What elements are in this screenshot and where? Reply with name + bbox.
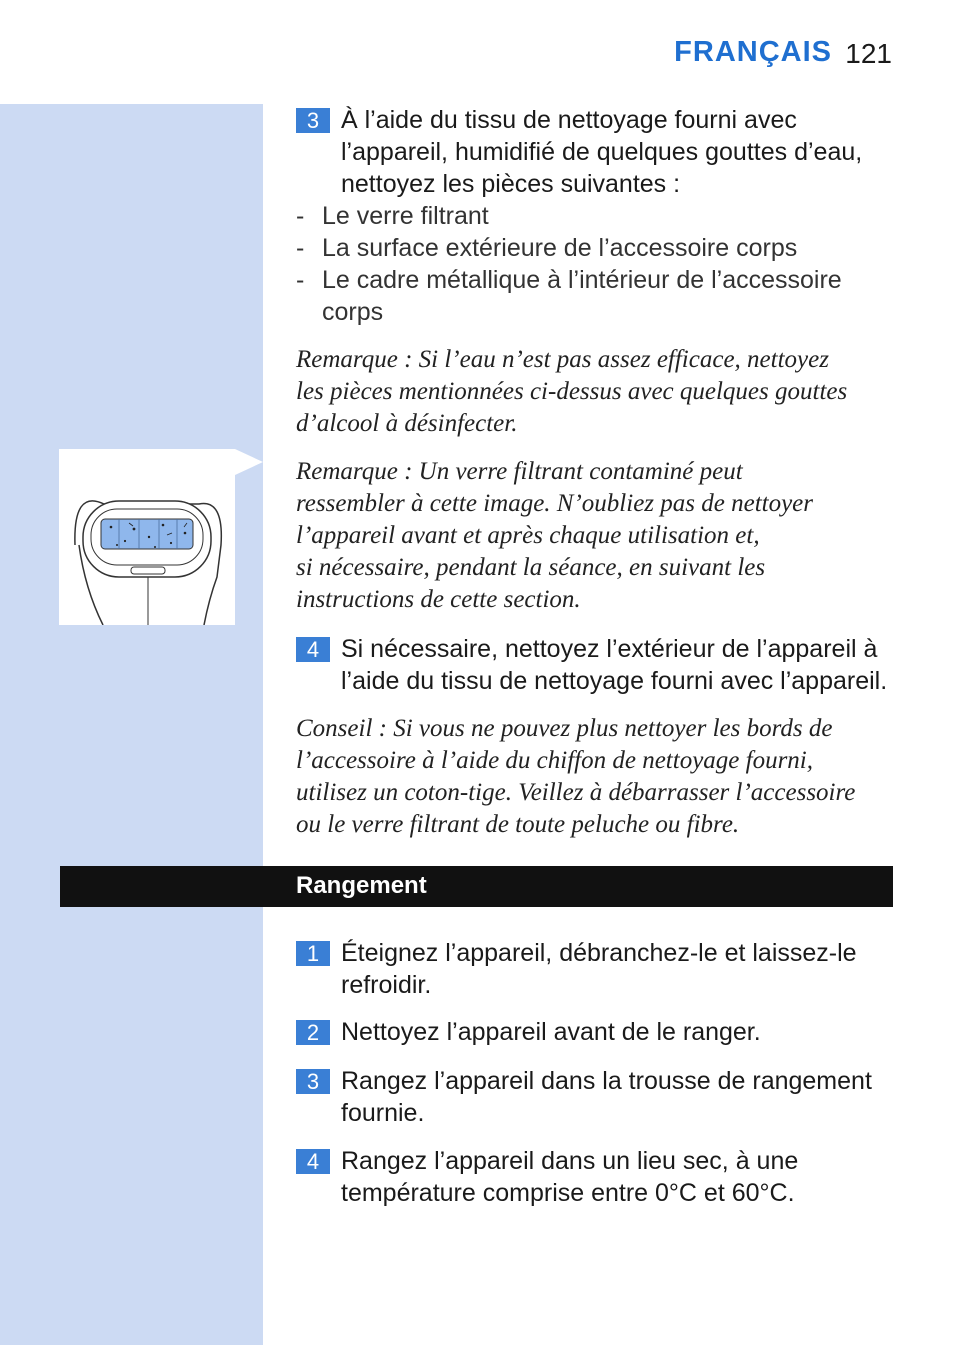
- list-item: [296, 200, 906, 232]
- contaminated-filter-illustration: [59, 449, 235, 625]
- list-item: [296, 264, 906, 328]
- step-text-line: l’aide du tissu de nettoyage fourni avec l’appareil.: [341, 667, 888, 695]
- list-dash: -: [296, 234, 305, 262]
- note-line: instructions de cette section.: [296, 586, 581, 613]
- note-line: les pièces mentionnées ci-dessus avec quelques gouttes: [296, 378, 848, 405]
- list-dash: -: [296, 266, 305, 294]
- section-title: Rangement: [296, 872, 427, 899]
- storage-step-3: [296, 1065, 906, 1129]
- remark-note-alcohol: [296, 344, 906, 440]
- tip-note: [296, 713, 906, 841]
- note-line: l’appareil avant et après chaque utilisation et,: [296, 522, 760, 549]
- list-item-text: Le cadre métallique à l’intérieur de l’accessoire: [322, 266, 842, 294]
- step-text-line: Rangez l’appareil dans la trousse de rangement: [341, 1067, 872, 1095]
- storage-step-4: [296, 1145, 906, 1209]
- step-text-line: À l’aide du tissu de nettoyage fourni avec: [341, 106, 797, 134]
- list-item-text: corps: [322, 298, 384, 326]
- storage-step-1: [296, 937, 906, 1001]
- page-number: 121: [845, 38, 892, 69]
- left-margin-panel: [0, 104, 263, 1345]
- step-text-line: nettoyez les pièces suivantes :: [341, 170, 681, 198]
- step-number-badge: 4: [296, 637, 330, 662]
- note-line: ressembler à cette image. N’oubliez pas de nettoyer: [296, 490, 814, 517]
- section-header-bar: [60, 866, 893, 907]
- list-dash: -: [296, 202, 305, 230]
- step-text-line: fournie.: [341, 1099, 425, 1127]
- device-drawing: [59, 449, 235, 625]
- step-number-badge: 1: [296, 941, 330, 966]
- step-text-line: Nettoyez l’appareil avant de le ranger.: [341, 1018, 761, 1046]
- list-item: [296, 232, 906, 264]
- step-number-badge: 2: [296, 1020, 330, 1045]
- language-header: FRANÇAIS: [674, 36, 832, 68]
- note-line: utilisez un coton-tige. Veillez à débarrasser l’accessoire: [296, 779, 856, 806]
- remark-note-contaminated-filter: [296, 456, 906, 616]
- step-text-line: Éteignez l’appareil, débranchez-le et laissez-le: [341, 939, 857, 967]
- note-line: Remarque : Un verre filtrant contaminé peut: [296, 458, 743, 485]
- note-line: l’accessoire à l’aide du chiffon de nettoyage fourni,: [296, 747, 814, 774]
- step-text-line: température comprise entre 0°C et 60°C.: [341, 1179, 795, 1207]
- step-number-badge: 3: [296, 108, 330, 133]
- figure-pointer: [235, 449, 263, 475]
- note-line: Remarque : Si l’eau n’est pas assez efficace, nettoyez: [296, 346, 829, 373]
- step-number-badge: 4: [296, 1149, 330, 1174]
- instruction-step-3: [296, 104, 906, 200]
- note-line: ou le verre filtrant de toute peluche ou fibre.: [296, 811, 740, 838]
- step-number-badge: 3: [296, 1069, 330, 1094]
- step-text-line: l’appareil, humidifié de quelques gouttes d’eau,: [341, 138, 863, 166]
- step-text-line: Rangez l’appareil dans un lieu sec, à une: [341, 1147, 799, 1175]
- list-item-text: La surface extérieure de l’accessoire corps: [322, 234, 798, 262]
- instruction-step-4: [296, 633, 906, 697]
- storage-step-2: [296, 1016, 906, 1048]
- step-text-line: Si nécessaire, nettoyez l’extérieur de l’appareil à: [341, 635, 878, 663]
- note-line: si nécessaire, pendant la séance, en suivant les: [296, 554, 766, 581]
- step-text-line: refroidir.: [341, 971, 432, 999]
- note-line: Conseil : Si vous ne pouvez plus nettoyer les bords de: [296, 715, 833, 742]
- note-line: d’alcool à désinfecter.: [296, 410, 518, 437]
- list-item-text: Le verre filtrant: [322, 202, 489, 230]
- parts-list: [296, 200, 906, 328]
